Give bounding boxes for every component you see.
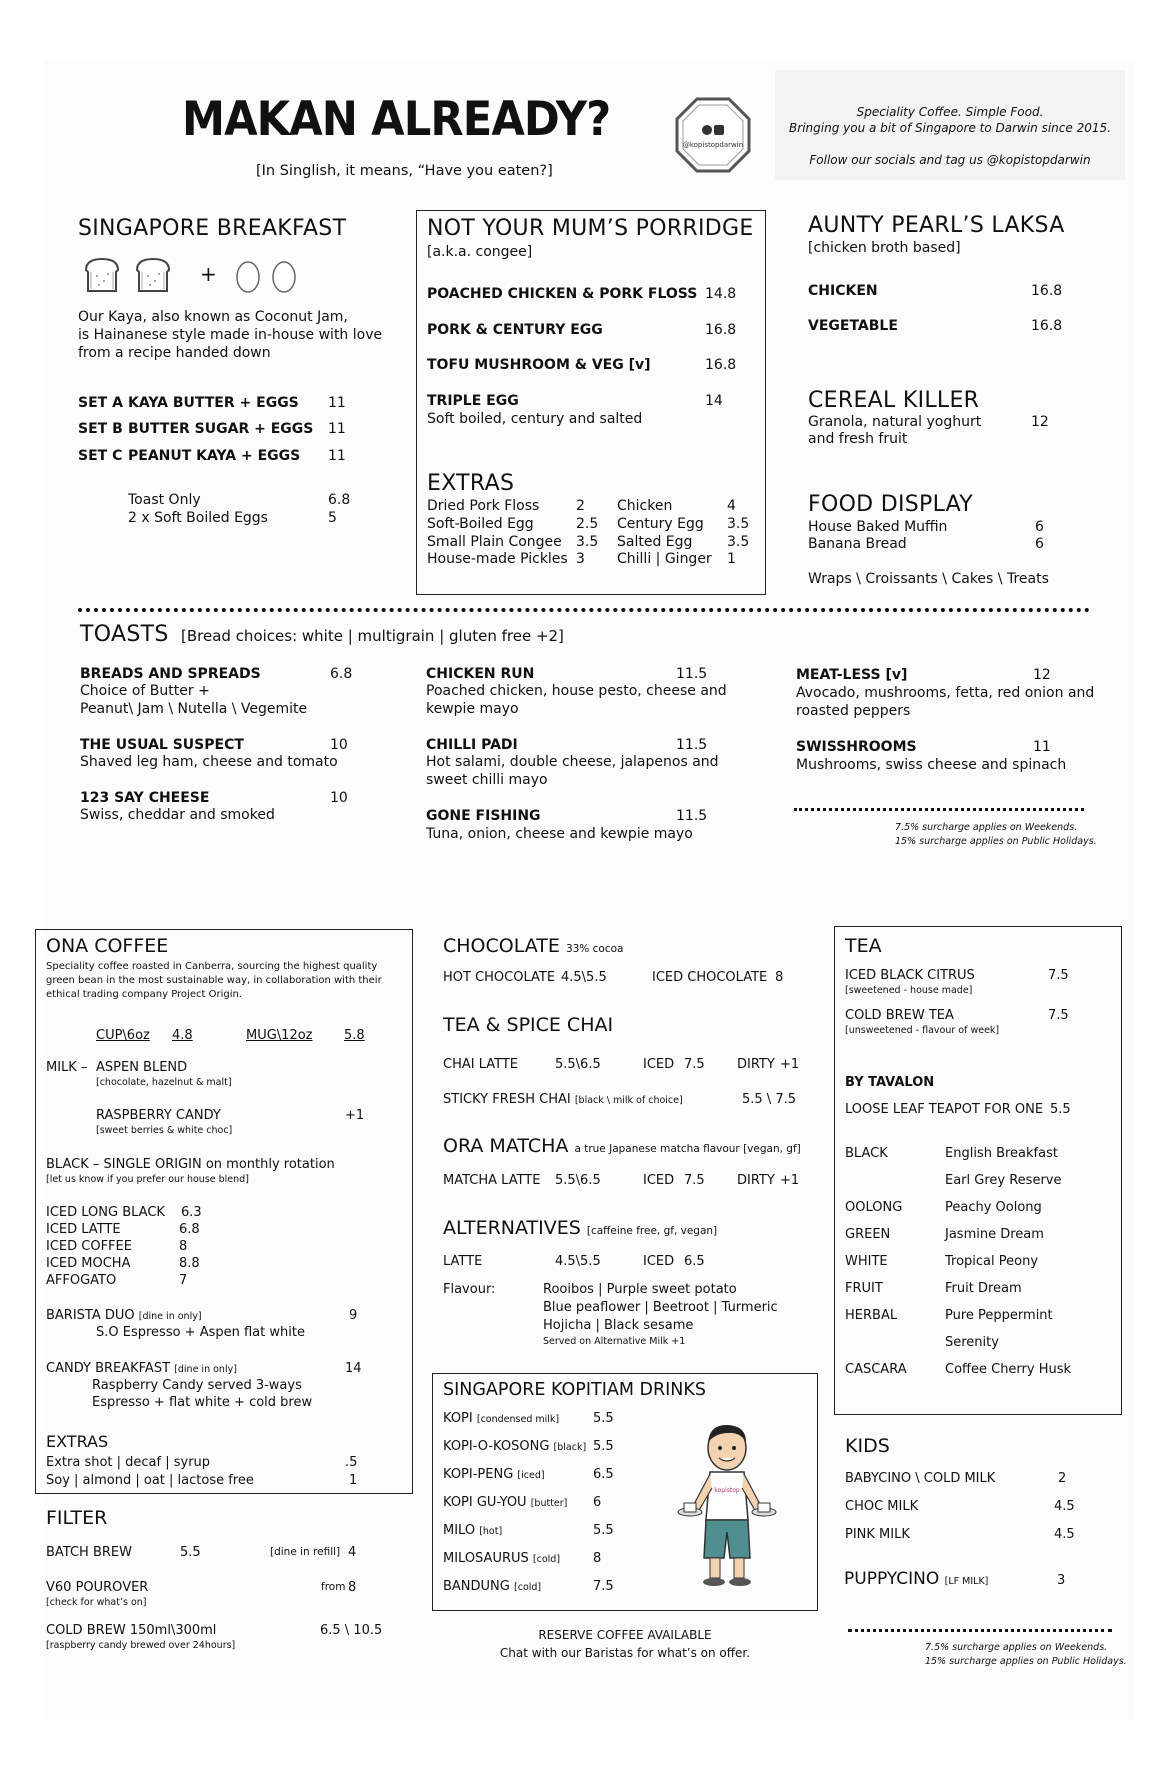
extra-item: Salted Egg [617, 534, 693, 550]
social-badge [675, 97, 751, 173]
display-item: House Baked Muffin [808, 519, 948, 535]
chocolate-title [443, 935, 623, 957]
porridge-item: TRIPLE EGG [427, 393, 519, 409]
kopitiam-item-price: 6 [593, 1495, 602, 1510]
tea-blend: Jasmine Dream [945, 1227, 1044, 1242]
toast-desc: roasted peppers [796, 703, 911, 719]
toast-price: 12 [1033, 667, 1051, 683]
aspen-blend: ASPEN BLEND [96, 1060, 188, 1075]
toast-desc: Tuna, onion, cheese and kewpie mayo [426, 826, 693, 842]
kopitiam-item-name: BANDUNG [443, 1579, 510, 1594]
mug-size: MUG\12oz [246, 1028, 313, 1043]
toast-price: 11.5 [676, 666, 708, 682]
sticky-chai-price: 5.5 \ 7.5 [742, 1092, 796, 1107]
kids-price: 4.5 [1054, 1527, 1075, 1542]
dotted-divider [794, 808, 1084, 811]
iced-item: ICED MOCHA [46, 1256, 131, 1271]
alt-iced-price: 6.5 [684, 1254, 705, 1269]
tea-title: TEA [845, 935, 882, 957]
toast-price: 10 [330, 790, 348, 806]
kids-title: KIDS [845, 1435, 890, 1457]
candy-breakfast [46, 1361, 237, 1377]
toast-desc: Swiss, cheddar and smoked [80, 807, 275, 823]
kopitiam-title: SINGAPORE KOPITIAM DRINKS [443, 1380, 706, 1400]
alt-latte: LATTE [443, 1254, 483, 1269]
iced-item: AFFOGATO [46, 1273, 117, 1288]
kaya-desc-line: Our Kaya, also known as Coconut Jam, [78, 309, 348, 325]
toast-name: THE USUAL SUSPECT [80, 737, 244, 753]
porridge-desc: Soft boiled, century and salted [427, 411, 643, 427]
kaya-desc-line: is Hainanese style made in-house with love [78, 327, 383, 343]
iced-chocolate: ICED CHOCOLATE [652, 970, 768, 985]
iced-item: ICED LATTE [46, 1222, 121, 1237]
extra-price: 1 [727, 551, 736, 567]
toast-name: MEAT-LESS [v] [796, 667, 908, 683]
kopitiam-item-note: [condensed milk] [476, 1414, 560, 1425]
tea-item: ICED BLACK CITRUS [845, 968, 975, 983]
ona-extra-price: 1 [349, 1473, 358, 1488]
kopitiam-item-note: [iced] [517, 1470, 545, 1481]
kopitiam-item [443, 1439, 586, 1455]
set-code: SET B [78, 421, 123, 437]
tea-type: GREEN [845, 1227, 891, 1242]
toast-desc: kewpie mayo [426, 701, 519, 717]
porridge-price: 14 [705, 393, 723, 409]
tea-type: CASCARA [845, 1362, 907, 1377]
tea-price: 7.5 [1048, 1008, 1069, 1023]
cold-brew-price: 6.5 \ 10.5 [320, 1623, 383, 1638]
extra-price: 3.5 [727, 534, 750, 550]
extra-price: 3.5 [576, 534, 599, 550]
flavour-list: Blue peaflower | Beetroot | Turmeric [543, 1300, 778, 1315]
alt-latte-price: 4.5\5.5 [555, 1254, 601, 1269]
sg-breakfast-title: SINGAPORE BREAKFAST [78, 216, 347, 241]
ona-desc: green bean in the most sustainable way, in collaboration with their [46, 975, 382, 986]
mug-price: 5.8 [344, 1028, 365, 1043]
porridge-item: PORK & CENTURY EGG [427, 322, 603, 338]
porridge-extras-title: EXTRAS [427, 471, 515, 496]
toast-name: CHICKEN RUN [426, 666, 535, 682]
sticky-chai-label: STICKY FRESH CHAI [443, 1092, 571, 1107]
ona-title: ONA COFFEE [46, 935, 169, 957]
barista-duo [46, 1308, 202, 1324]
cold-brew-note: [raspberry candy brewed over 24hours] [46, 1640, 236, 1651]
food-display-title: FOOD DISPLAY [808, 492, 974, 517]
tea-type: HERBAL [845, 1308, 898, 1323]
toast-name: BREADS AND SPREADS [80, 666, 261, 682]
plus-sign: + [200, 262, 217, 286]
display-others: Wraps \ Croissants \ Cakes \ Treats [808, 571, 1049, 587]
ona-extras-title: EXTRAS [46, 1432, 109, 1451]
laksa-sub: [chicken broth based] [808, 240, 961, 256]
chai-latte-price: 5.5\6.5 [555, 1057, 601, 1072]
batch-price: 5.5 [180, 1545, 201, 1560]
candy-breakfast-note: [dine in only] [174, 1364, 237, 1375]
set-code: SET A [78, 395, 123, 411]
toast-name: GONE FISHING [426, 808, 541, 824]
flavour-label: Flavour: [443, 1282, 496, 1297]
batch-refill-price: 4 [348, 1545, 357, 1560]
tea-blend: Earl Grey Reserve [945, 1173, 1062, 1188]
laksa-title: AUNTY PEARL’S LAKSA [808, 213, 1065, 238]
alternatives-label: ALTERNATIVES [443, 1217, 581, 1239]
extra-price: 3 [576, 551, 585, 567]
chai-dirty-price: +1 [780, 1057, 800, 1072]
puppycino-note: [LF MILK] [944, 1576, 989, 1587]
laksa-item: VEGETABLE [808, 318, 898, 334]
toast-price: 11.5 [676, 808, 708, 824]
extra-item: Chicken [617, 498, 673, 514]
milk-label: MILK – [46, 1060, 88, 1075]
v60-price: 8 [348, 1580, 357, 1595]
chai-iced: ICED [643, 1057, 675, 1072]
kopitiam-item-price: 5.5 [593, 1439, 614, 1454]
cereal-desc: and fresh fruit [808, 431, 908, 447]
kopitiam-item [443, 1467, 545, 1483]
flavour-list: Rooibos | Purple sweet potato [543, 1282, 737, 1297]
cereal-title: CEREAL KILLER [808, 388, 980, 413]
kopitiam-item-price: 7.5 [593, 1579, 614, 1594]
cereal-desc: Granola, natural yoghurt [808, 414, 982, 430]
v60-note: [check for what’s on] [46, 1597, 147, 1608]
porridge-sub: [a.k.a. congee] [427, 244, 533, 260]
porridge-price: 16.8 [705, 357, 737, 373]
toast-desc: Poached chicken, house pesto, cheese and [426, 683, 727, 699]
laksa-item: CHICKEN [808, 283, 878, 299]
ona-desc: ethical trading company Project Origin. [46, 989, 242, 1000]
tea-price: 7.5 [1048, 968, 1069, 983]
kopitiam-item-name: KOPI [443, 1411, 473, 1426]
toast-desc: Peanut\ Jam \ Nutella \ Vegemite [80, 701, 308, 717]
tea-type: OOLONG [845, 1200, 903, 1215]
ona-extra: Soy | almond | oat | lactose free [46, 1473, 254, 1488]
tea-blend: Coffee Cherry Husk [945, 1362, 1072, 1377]
toast-name: CHILLI PADI [426, 737, 518, 753]
toast-icon [82, 256, 122, 294]
flavour-list: Hojicha | Black sesame [543, 1318, 694, 1333]
tagline-2: Bringing you a bit of Singapore to Darwin since 2015. [789, 121, 1111, 135]
reserve-line-1: RESERVE COFFEE AVAILABLE [538, 1628, 712, 1642]
kopitiam-item-note: [cold] [514, 1582, 542, 1593]
surcharge-note: 7.5% surcharge applies on Weekends. [895, 822, 1078, 833]
menu-subtitle: [In Singlish, it means, “Have you eaten?] [256, 163, 553, 179]
kopitiam-item-name: KOPI-O-KOSONG [443, 1439, 550, 1454]
alt-iced: ICED [643, 1254, 675, 1269]
extra-item: Century Egg [617, 516, 704, 532]
tea-type: BLACK [845, 1146, 888, 1161]
tea-blend: Peachy Oolong [945, 1200, 1042, 1215]
set-name: BUTTER SUGAR + EGGS [128, 421, 314, 437]
porridge-title: NOT YOUR MUM’S PORRIDGE [427, 216, 754, 241]
chai-dirty: DIRTY [737, 1057, 775, 1072]
extra-price: 4 [727, 498, 736, 514]
set-name: PEANUT KAYA + EGGS [128, 448, 301, 464]
tea-item: COLD BREW TEA [845, 1008, 954, 1023]
tea-type: FRUIT [845, 1281, 883, 1296]
hot-chocolate: HOT CHOCOLATE [443, 970, 556, 985]
matcha-note: a true Japanese matcha flavour [vegan, gf] [574, 1143, 801, 1155]
barista-duo-desc: S.O Espresso + Aspen flat white [96, 1325, 305, 1340]
surcharge-note: 15% surcharge applies on Public Holidays. [925, 1656, 1127, 1667]
cup-price: 4.8 [172, 1028, 193, 1043]
display-price: 6 [1035, 519, 1044, 535]
toasts-title: TOASTS [80, 622, 169, 647]
kopitiam-item [443, 1523, 502, 1539]
cereal-price: 12 [1031, 414, 1049, 430]
alt-milk-note: Served on Alternative Milk +1 [543, 1336, 686, 1347]
toast-desc: sweet chilli mayo [426, 772, 548, 788]
batch-refill-note: [dine in refill] [270, 1546, 341, 1558]
tea-blend: Serenity [945, 1335, 999, 1350]
chai-iced-price: 7.5 [684, 1057, 705, 1072]
cup-size [96, 1028, 150, 1044]
toast-icon [133, 256, 173, 294]
kopitiam-item [443, 1551, 560, 1567]
extra-price: 3.5 [727, 516, 750, 532]
sticky-chai-note: [black \ milk of choice] [574, 1095, 683, 1106]
raspberry-candy: RASPBERRY CANDY [96, 1108, 221, 1123]
cup-label: CUP\6oz [96, 1028, 150, 1043]
raspberry-price: +1 [345, 1108, 365, 1123]
porridge-item: POACHED CHICKEN & PORK FLOSS [427, 286, 698, 302]
toast-only-price: 6.8 [328, 492, 351, 508]
toasts-note: [Bread choices: white | multigrain | gluten free +2] [181, 627, 564, 645]
kopitiam-item [443, 1495, 567, 1511]
ona-extra-price: .5 [345, 1455, 358, 1470]
candy-breakfast-label: CANDY BREAKFAST [46, 1361, 171, 1376]
filter-title: FILTER [46, 1507, 108, 1529]
toast-desc: Mushrooms, swiss cheese and spinach [796, 757, 1067, 773]
tea-blend: Fruit Dream [945, 1281, 1022, 1296]
iced-chocolate-price: 8 [775, 970, 784, 985]
kids-item: CHOC MILK [845, 1499, 919, 1514]
display-item: Banana Bread [808, 536, 907, 552]
chai-title: TEA & SPICE CHAI [443, 1014, 614, 1036]
tea-type: WHITE [845, 1254, 888, 1269]
kids-price: 4.5 [1054, 1499, 1075, 1514]
toast-price: 11.5 [676, 737, 708, 753]
iced-price: 8 [179, 1239, 188, 1254]
toast-desc: Choice of Butter + [80, 683, 210, 699]
kopitiam-item [443, 1411, 559, 1427]
facebook-icon [702, 125, 712, 135]
extra-item: House-made Pickles [427, 551, 568, 567]
kopitiam-item-name: MILOSAURUS [443, 1551, 529, 1566]
toast-price: 11 [1033, 739, 1051, 755]
toast-price: 10 [330, 737, 348, 753]
v60-from: from [321, 1581, 346, 1593]
display-price: 6 [1035, 536, 1044, 552]
extra-item: Soft-Boiled Egg [427, 516, 534, 532]
extra-item: Chilli | Ginger [617, 551, 712, 567]
set-price: 11 [328, 448, 346, 464]
candy-breakfast-price: 14 [345, 1361, 362, 1376]
octagon-badge-icon [675, 97, 751, 173]
kopitiam-item-name: KOPI-PENG [443, 1467, 514, 1482]
follow-us: Follow our socials and tag us @kopistopdarwin [809, 153, 1091, 167]
matcha-label: ORA MATCHA [443, 1135, 569, 1157]
toast-desc: Hot salami, double cheese, jalapenos and [426, 754, 719, 770]
porridge-price: 16.8 [705, 322, 737, 338]
kopitiam-item-price: 6.5 [593, 1467, 614, 1482]
kopitiam-item-note: [hot] [479, 1526, 503, 1537]
extra-price: 2 [576, 498, 585, 514]
kopitiam-item-name: KOPI GU-YOU [443, 1495, 527, 1510]
toast-price: 6.8 [330, 666, 353, 682]
egg-icon [234, 258, 262, 294]
alternatives-note: [caffeine free, gf, vegan] [586, 1225, 718, 1237]
sticky-chai [443, 1092, 683, 1108]
iced-price: 7 [179, 1273, 188, 1288]
matcha-dirty-price: +1 [780, 1173, 800, 1188]
tea-note: [unsweetened - flavour of week] [845, 1025, 1000, 1036]
barista-duo-price: 9 [349, 1308, 358, 1323]
set-code: SET C [78, 448, 123, 464]
tea-note: [sweetened - house made] [845, 985, 973, 996]
set-price: 11 [328, 421, 346, 437]
raspberry-note: [sweet berries & white choc] [96, 1125, 233, 1136]
iced-item: ICED COFFEE [46, 1239, 132, 1254]
puppycino [844, 1569, 988, 1589]
chai-latte: CHAI LATTE [443, 1057, 519, 1072]
kopitiam-item-note: [butter] [530, 1498, 568, 1509]
toast-name: 123 SAY CHEESE [80, 790, 210, 806]
teapot-price: 5.5 [1050, 1102, 1071, 1117]
aspen-note: [chocolate, hazelnut & malt] [96, 1077, 232, 1088]
black-single-origin: BLACK – SINGLE ORIGIN on monthly rotation [46, 1157, 335, 1172]
set-price: 11 [328, 395, 346, 411]
porridge-item: TOFU MUSHROOM & VEG [v] [427, 357, 651, 373]
extra-item: Small Plain Congee [427, 534, 562, 550]
reserve-line-2: Chat with our Baristas for what’s on offer. [499, 1646, 751, 1660]
iced-price: 8.8 [179, 1256, 200, 1271]
kids-item: PINK MILK [845, 1527, 910, 1542]
laksa-price: 16.8 [1031, 318, 1063, 334]
toast-only: Toast Only [128, 492, 201, 508]
iced-price: 6.8 [179, 1222, 200, 1237]
tea-blend: Tropical Peony [945, 1254, 1039, 1269]
cocoa-note: 33% cocoa [565, 943, 624, 955]
instagram-icon [714, 125, 724, 135]
puppycino-price: 3 [1057, 1573, 1066, 1588]
kopitiam-item-name: MILO [443, 1523, 476, 1538]
kopitiam-item-price: 8 [593, 1551, 602, 1566]
toast-desc: Shaved leg ham, cheese and tomato [80, 754, 338, 770]
extra-price: 2.5 [576, 516, 599, 532]
soft-eggs: 2 x Soft Boiled Eggs [128, 510, 268, 526]
kopi-boy-shirt-text: kopistop [714, 1487, 740, 1494]
black-note: [let us know if you prefer our house blend] [46, 1174, 249, 1185]
cold-brew: COLD BREW 150ml\300ml [46, 1623, 217, 1638]
alternatives-title [443, 1217, 717, 1239]
dotted-divider [78, 608, 1090, 612]
kopi-boy-illustration [672, 1420, 782, 1590]
laksa-price: 16.8 [1031, 283, 1063, 299]
kopitiam-item-price: 5.5 [593, 1411, 614, 1426]
matcha-latte: MATCHA LATTE [443, 1173, 541, 1188]
dotted-divider [848, 1629, 1112, 1632]
matcha-iced-price: 7.5 [684, 1173, 705, 1188]
kids-price: 2 [1058, 1471, 1067, 1486]
by-tavalon: BY TAVALON [845, 1075, 935, 1090]
egg-icon [270, 258, 298, 294]
matcha-dirty: DIRTY [737, 1173, 775, 1188]
set-name: KAYA BUTTER + EGGS [128, 395, 299, 411]
porridge-price: 14.8 [705, 286, 737, 302]
surcharge-note: 7.5% surcharge applies on Weekends. [925, 1642, 1108, 1653]
kopitiam-item-price: 5.5 [593, 1523, 614, 1538]
extra-item: Dried Pork Floss [427, 498, 540, 514]
ona-desc: Speciality coffee roasted in Canberra, sourcing the highest quality [46, 961, 378, 972]
barista-duo-note: [dine in only] [138, 1311, 202, 1322]
kids-item: BABYCINO \ COLD MILK [845, 1471, 996, 1486]
candy-desc: Espresso + flat white + cold brew [92, 1395, 313, 1410]
matcha-iced: ICED [643, 1173, 675, 1188]
candy-desc: Raspberry Candy served 3-ways [92, 1378, 302, 1393]
tea-blend: English Breakfast [945, 1146, 1058, 1161]
chocolate-label: CHOCOLATE [443, 935, 560, 957]
ona-extra: Extra shot | decaf | syrup [46, 1455, 211, 1470]
puppycino-label: PUPPYCINO [844, 1569, 940, 1589]
tea-blend: Pure Peppermint [945, 1308, 1053, 1323]
soft-eggs-price: 5 [328, 510, 337, 526]
toast-desc: Avocado, mushrooms, fetta, red onion and [796, 685, 1095, 701]
surcharge-note: 15% surcharge applies on Public Holidays. [895, 836, 1097, 847]
kopitiam-item [443, 1579, 541, 1595]
matcha-title [443, 1135, 801, 1157]
badge-handle: @kopistopdarwin [682, 141, 744, 149]
menu-title: MAKAN ALREADY? [182, 92, 611, 147]
kopitiam-item-note: [cold] [532, 1554, 561, 1565]
v60-pourover: V60 POUROVER [46, 1580, 149, 1595]
hot-chocolate-price: 4.5\5.5 [561, 970, 607, 985]
kopitiam-item-note: [black] [553, 1442, 587, 1453]
barista-duo-label: BARISTA DUO [46, 1308, 135, 1323]
iced-price: 6.3 [181, 1205, 202, 1220]
teapot-label: LOOSE LEAF TEAPOT FOR ONE [845, 1102, 1044, 1117]
matcha-latte-price: 5.5\6.5 [555, 1173, 601, 1188]
tagline-1: Speciality Coffee. Simple Food. [856, 105, 1044, 119]
kaya-desc-line: from a recipe handed down [78, 345, 271, 361]
iced-item: ICED LONG BLACK [46, 1205, 165, 1220]
toast-name: SWISSHROOMS [796, 739, 917, 755]
batch-brew: BATCH BREW [46, 1545, 132, 1560]
